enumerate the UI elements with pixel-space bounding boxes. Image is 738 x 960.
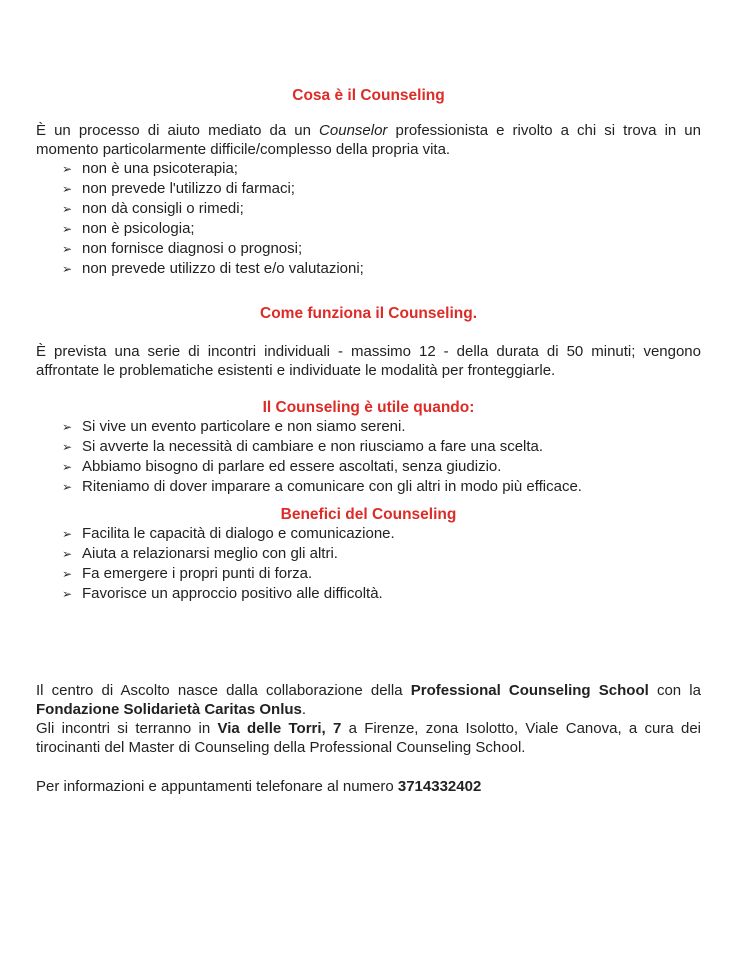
list-item-text: non fornisce diagnosi o prognosi;	[82, 240, 303, 257]
list-item	[36, 437, 701, 457]
footer-text: a Firenze, zona Isolotto, Viale Canova, a cura dei tirocinanti del Master di Counseling della Professional Counseling School.	[36, 720, 702, 756]
footer-text: Il centro di Ascolto nasce dalla collaborazione della	[36, 682, 411, 699]
list-item	[36, 199, 701, 219]
benefici-list	[36, 524, 701, 604]
list-item-text: Si vive un evento particolare e non siamo sereni.	[82, 418, 406, 435]
come-funziona-paragraph: È prevista una serie di incontri individuali - massimo 12 - della durata di 50 minuti; vengono affrontate le problematiche esistenti e individuate le modalità per fronteggiarle.	[36, 343, 701, 379]
list-item	[36, 219, 701, 239]
list-item	[36, 259, 701, 279]
arrow-bullet-icon: ➢	[62, 460, 73, 474]
list-item-text: non è una psicoterapia;	[82, 160, 238, 177]
arrow-bullet-icon: ➢	[62, 242, 73, 256]
cosa-list	[36, 159, 701, 279]
arrow-bullet-icon: ➢	[62, 420, 73, 434]
arrow-bullet-icon: ➢	[62, 202, 73, 216]
list-item	[36, 544, 701, 564]
phone-text: Per informazioni e appuntamenti telefonare al numero	[36, 778, 398, 795]
document-content	[0, 86, 738, 796]
list-item	[36, 524, 701, 544]
utile-list	[36, 417, 701, 497]
footer-bold-fondazione: Fondazione Solidarietà Caritas Onlus	[36, 701, 302, 718]
intro-text-after: professionista e rivolto a chi si trova in un momento particolarmente difficile/complesso della propria vita.	[36, 122, 701, 158]
intro-text-italic-counselor: Counselor	[319, 122, 388, 139]
list-item-text: non prevede l'utilizzo di farmaci;	[82, 180, 295, 197]
footer-text: con la	[648, 682, 701, 699]
list-item-text: Fa emergere i propri punti di forza.	[82, 565, 313, 582]
arrow-bullet-icon: ➢	[62, 567, 73, 581]
phone-paragraph	[36, 777, 701, 796]
section-heading-cosa: Cosa è il Counseling	[292, 87, 445, 104]
footer-text: Gli incontri si terranno in	[36, 720, 218, 737]
list-item	[36, 417, 701, 437]
list-item-text: Abbiamo bisogno di parlare ed essere ascoltati, senza giudizio.	[82, 458, 502, 475]
list-item-text: Riteniamo di dover imparare a comunicare con gli altri in modo più efficace.	[82, 478, 582, 495]
list-item	[36, 457, 701, 477]
list-item	[36, 564, 701, 584]
section-heading-benefici: Benefici del Counseling	[280, 506, 457, 523]
list-item	[36, 477, 701, 497]
section-heading-come-funziona: Come funziona il Counseling.	[260, 305, 477, 322]
list-item	[36, 159, 701, 179]
arrow-bullet-icon: ➢	[62, 547, 73, 561]
list-item	[36, 239, 701, 259]
list-item	[36, 179, 701, 199]
arrow-bullet-icon: ➢	[62, 162, 73, 176]
arrow-bullet-icon: ➢	[62, 182, 73, 196]
footer-bold-professional-counseling-school: Professional Counseling School	[410, 682, 649, 699]
footer-bold-address: Via delle Torri, 7	[217, 720, 342, 737]
list-item-text: Si avverte la necessità di cambiare e non riusciamo a fare una scelta.	[82, 438, 544, 455]
list-item-text: non dà consigli o rimedi;	[82, 200, 244, 217]
arrow-bullet-icon: ➢	[62, 222, 73, 236]
arrow-bullet-icon: ➢	[62, 527, 73, 541]
list-item-text: non è psicologia;	[82, 220, 195, 237]
list-item-text: Aiuta a relazionarsi meglio con gli altri.	[82, 545, 338, 562]
list-item-text: non prevede utilizzo di test e/o valutazioni;	[82, 260, 364, 277]
phone-number: 3714332402	[397, 778, 482, 795]
arrow-bullet-icon: ➢	[62, 480, 73, 494]
list-item	[36, 584, 701, 604]
list-item-text: Facilita le capacità di dialogo e comunicazione.	[82, 525, 395, 542]
intro-text-before: È un processo di aiuto mediato da un	[36, 122, 320, 139]
arrow-bullet-icon: ➢	[62, 440, 73, 454]
intro-paragraph	[36, 121, 701, 159]
arrow-bullet-icon: ➢	[62, 262, 73, 276]
footer-text: .	[301, 701, 307, 718]
footer-paragraph	[36, 681, 701, 757]
arrow-bullet-icon: ➢	[62, 587, 73, 601]
list-item-text: Favorisce un approccio positivo alle difficoltà.	[82, 585, 383, 602]
section-heading-utile-quando: Il Counseling è utile quando:	[262, 399, 475, 416]
